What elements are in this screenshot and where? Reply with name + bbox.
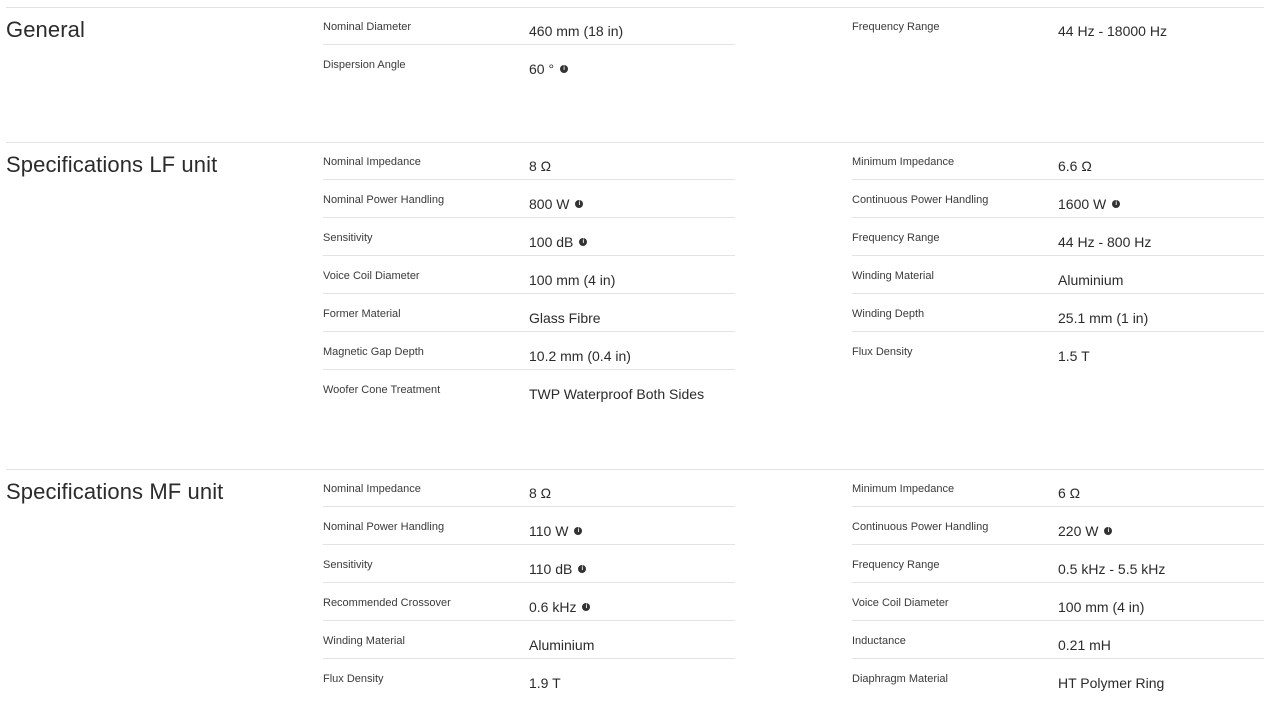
spec-label: Nominal Impedance [323, 483, 421, 495]
info-icon[interactable]: i [582, 603, 590, 611]
section-title: Specifications LF unit [6, 152, 218, 177]
spec-label: Continuous Power Handling [852, 194, 989, 206]
spec-label: Flux Density [852, 346, 913, 358]
spec-label: Voice Coil Diameter [852, 597, 949, 609]
spec-label: Nominal Impedance [323, 156, 421, 168]
info-icon[interactable]: i [1104, 527, 1112, 535]
spec-row [323, 545, 735, 583]
info-icon[interactable]: i [1112, 200, 1120, 208]
spec-label: Dispersion Angle [323, 59, 406, 71]
info-icon[interactable]: i [575, 200, 583, 208]
spec-label: Frequency Range [852, 559, 940, 571]
spec-value-text: Aluminium [529, 637, 595, 653]
spec-row [323, 294, 735, 332]
spec-value [529, 386, 704, 402]
spec-value [1058, 196, 1120, 212]
spec-row [852, 218, 1264, 256]
spec-value-text: 800 W [529, 196, 570, 212]
spec-value [1058, 675, 1164, 691]
spec-value-text: 10.2 mm (0.4 in) [529, 348, 631, 364]
spec-label: Frequency Range [852, 21, 940, 33]
spec-value-text: TWP Waterproof Both Sides [529, 386, 705, 402]
spec-column-right [852, 469, 1264, 697]
spec-value-text: 110 dB [529, 561, 573, 577]
spec-value-text: 25.1 mm (1 in) [1058, 310, 1149, 326]
spec-value-text: 100 mm (4 in) [1058, 599, 1145, 615]
spec-value-text: 1.5 T [1058, 348, 1090, 364]
spec-label: Winding Material [323, 635, 405, 647]
spec-value [1058, 637, 1111, 653]
spec-value-text: 44 Hz - 18000 Hz [1058, 23, 1167, 39]
spec-row [852, 256, 1264, 294]
spec-value [1058, 485, 1080, 501]
spec-label: Inductance [852, 635, 906, 647]
spec-row [323, 469, 735, 507]
spec-column-left [323, 7, 735, 83]
spec-row [323, 256, 735, 294]
spec-label: Nominal Power Handling [323, 521, 445, 533]
info-icon[interactable]: i [579, 238, 587, 246]
spec-value [529, 310, 601, 326]
spec-value [529, 158, 551, 174]
spec-value [1058, 272, 1123, 288]
spec-value-text: 6 Ω [1058, 485, 1081, 501]
spec-value-text: Glass Fibre [529, 310, 601, 326]
spec-row [323, 621, 735, 659]
spec-value [529, 196, 583, 212]
spec-row [852, 142, 1264, 180]
spec-label: Sensitivity [323, 559, 373, 571]
spec-value [529, 561, 586, 577]
spec-value [529, 61, 568, 77]
spec-value-text: 60 ° [529, 61, 555, 77]
spec-row [852, 469, 1264, 507]
spec-label: Minimum Impedance [852, 483, 955, 495]
spec-row [323, 583, 735, 621]
spec-row [852, 659, 1264, 697]
spec-label: Minimum Impedance [852, 156, 955, 168]
spec-value-text: 0.6 kHz [529, 599, 577, 615]
spec-label: Woofer Cone Treatment [323, 384, 441, 396]
spec-value [1058, 158, 1092, 174]
spec-value [1058, 234, 1151, 250]
spec-value [529, 675, 561, 691]
spec-label: Diaphragm Material [852, 673, 948, 685]
spec-row [852, 294, 1264, 332]
spec-label: Flux Density [323, 673, 384, 685]
spec-row [852, 332, 1264, 370]
spec-label: Recommended Crossover [323, 597, 451, 609]
spec-label: Continuous Power Handling [852, 521, 989, 533]
spec-value-text: 220 W [1058, 523, 1099, 539]
spec-value [529, 272, 615, 288]
info-icon[interactable]: i [574, 527, 582, 535]
spec-label: Sensitivity [323, 232, 373, 244]
info-icon[interactable]: i [578, 565, 586, 573]
spec-value-text: 0.5 kHz - 5.5 kHz [1058, 561, 1166, 577]
spec-value [529, 637, 594, 653]
spec-value-text: 44 Hz - 800 Hz [1058, 234, 1152, 250]
spec-value-text: 8 Ω [529, 485, 552, 501]
spec-value-text: 1.9 T [529, 675, 561, 691]
spec-row [852, 507, 1264, 545]
spec-value-text: 6.6 Ω [1058, 158, 1092, 174]
spec-column-right [852, 142, 1264, 370]
spec-column-right [852, 7, 1264, 45]
spec-value [529, 485, 551, 501]
spec-row [852, 180, 1264, 218]
spec-value [529, 523, 582, 539]
spec-value-text: 100 mm (4 in) [529, 272, 616, 288]
spec-label: Winding Depth [852, 308, 925, 320]
spec-row [323, 370, 735, 408]
spec-row [323, 507, 735, 545]
spec-value-text: 100 dB [529, 234, 574, 250]
spec-column-left [323, 469, 735, 697]
spec-row [852, 583, 1264, 621]
spec-value-text: 460 mm (18 in) [529, 23, 624, 39]
spec-label: Winding Material [852, 270, 934, 282]
spec-label: Former Material [323, 308, 401, 320]
spec-row [323, 659, 735, 697]
spec-value-text: 110 W [529, 523, 569, 539]
spec-row [323, 332, 735, 370]
spec-label: Frequency Range [852, 232, 940, 244]
spec-row [852, 621, 1264, 659]
section-title: Specifications MF unit [6, 479, 224, 504]
spec-value [1058, 599, 1144, 615]
spec-value-text: 0.21 mH [1058, 637, 1111, 653]
spec-row [323, 218, 735, 256]
spec-row [852, 545, 1264, 583]
spec-value [1058, 348, 1090, 364]
spec-value-text: 8 Ω [529, 158, 552, 174]
spec-value [1058, 310, 1148, 326]
spec-row [323, 45, 735, 83]
spec-row [323, 7, 735, 45]
spec-value [529, 348, 631, 364]
spec-label: Nominal Power Handling [323, 194, 445, 206]
spec-row [323, 142, 735, 180]
spec-value-text: 1600 W [1058, 196, 1107, 212]
spec-value-text: Aluminium [1058, 272, 1124, 288]
spec-label: Voice Coil Diameter [323, 270, 420, 282]
spec-value [1058, 23, 1167, 39]
spec-value [529, 599, 590, 615]
spec-row [323, 180, 735, 218]
spec-row [852, 7, 1264, 45]
spec-value [1058, 523, 1112, 539]
spec-column-left [323, 142, 735, 408]
spec-label: Magnetic Gap Depth [323, 346, 424, 358]
spec-value [529, 234, 587, 250]
spec-value-text: HT Polymer Ring [1058, 675, 1165, 691]
spec-label: Nominal Diameter [323, 21, 412, 33]
info-icon[interactable]: i [560, 65, 568, 73]
spec-value [529, 23, 623, 39]
section-title: General [6, 17, 85, 42]
spec-value [1058, 561, 1165, 577]
